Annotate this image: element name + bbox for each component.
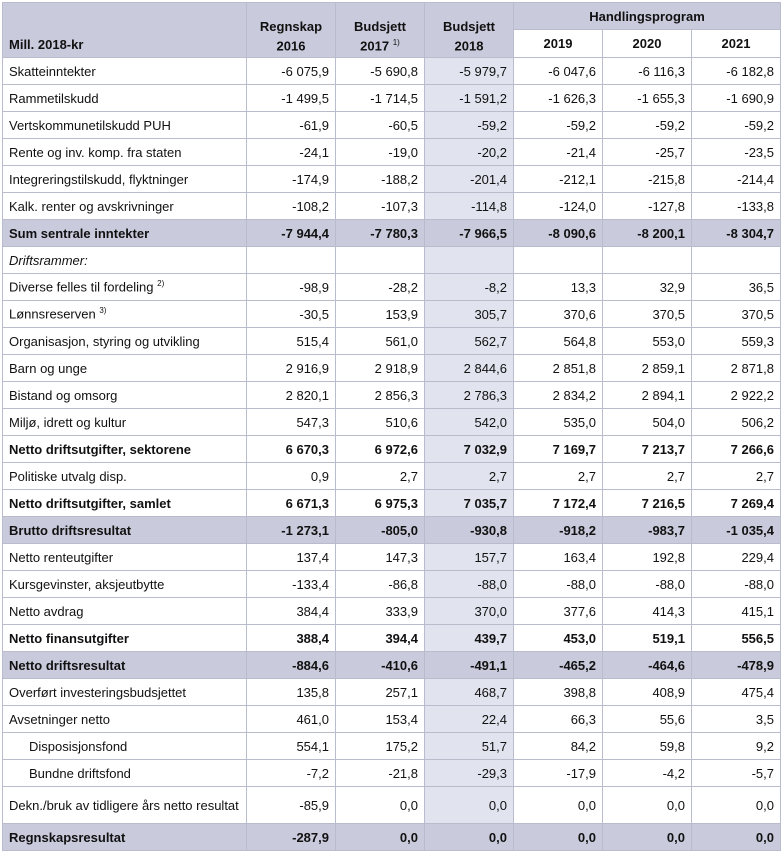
row-value: 562,7 [425, 328, 514, 355]
row-value: 504,0 [603, 409, 692, 436]
row-value: -98,9 [247, 274, 336, 301]
row-value: 3,5 [692, 706, 781, 733]
table-row [3, 274, 781, 301]
row-value: 2 834,2 [514, 382, 603, 409]
table-row [3, 625, 781, 652]
row-value: -88,0 [603, 571, 692, 598]
row-value: -491,1 [425, 652, 514, 679]
row-value: 66,3 [514, 706, 603, 733]
row-value: 229,4 [692, 544, 781, 571]
row-value: -59,2 [692, 112, 781, 139]
row-value: -215,8 [603, 166, 692, 193]
row-value: 0,0 [425, 787, 514, 824]
row-value: -60,5 [336, 112, 425, 139]
table-row [3, 544, 781, 571]
row-value: 2 871,8 [692, 355, 781, 382]
row-label: Netto driftsutgifter, sektorene [3, 436, 247, 463]
row-value: 554,1 [247, 733, 336, 760]
table-row [3, 463, 781, 490]
row-value: 2 856,3 [336, 382, 425, 409]
row-value: 147,3 [336, 544, 425, 571]
row-value: 564,8 [514, 328, 603, 355]
row-value: 439,7 [425, 625, 514, 652]
row-value: -127,8 [603, 193, 692, 220]
row-value: -21,4 [514, 139, 603, 166]
row-value: 6 671,3 [247, 490, 336, 517]
row-value: -1 273,1 [247, 517, 336, 544]
header-row-1 [3, 3, 781, 30]
row-label: Organisasjon, styring og utvikling [3, 328, 247, 355]
row-value: 2 851,8 [514, 355, 603, 382]
row-value: 153,4 [336, 706, 425, 733]
row-value: 55,6 [603, 706, 692, 733]
row-value: -124,0 [514, 193, 603, 220]
row-value: -29,3 [425, 760, 514, 787]
row-value: 6 972,6 [336, 436, 425, 463]
row-value: 163,4 [514, 544, 603, 571]
row-value: 394,4 [336, 625, 425, 652]
row-value: 2,7 [514, 463, 603, 490]
row-value: 398,8 [514, 679, 603, 706]
row-value: -1 690,9 [692, 85, 781, 112]
row-value: -4,2 [603, 760, 692, 787]
year-header-2021: 2021 [692, 30, 781, 58]
row-value: -410,6 [336, 652, 425, 679]
row-label: Regnskapsresultat [3, 824, 247, 851]
table-row [3, 328, 781, 355]
row-value: 0,0 [603, 787, 692, 824]
row-value: -59,2 [603, 112, 692, 139]
row-value: -7,2 [247, 760, 336, 787]
row-value: 2 916,9 [247, 355, 336, 382]
table-row [3, 139, 781, 166]
row-value: -21,8 [336, 760, 425, 787]
row-value: 51,7 [425, 733, 514, 760]
row-label: Sum sentrale inntekter [3, 220, 247, 247]
row-value: -7 944,4 [247, 220, 336, 247]
row-value: 6 975,3 [336, 490, 425, 517]
row-value [247, 247, 336, 274]
row-value: 535,0 [514, 409, 603, 436]
row-label: Barn og unge [3, 355, 247, 382]
row-value: 153,9 [336, 301, 425, 328]
table-row [3, 517, 781, 544]
row-value: 547,3 [247, 409, 336, 436]
row-value: -6 182,8 [692, 58, 781, 85]
row-value: -61,9 [247, 112, 336, 139]
row-value: -7 780,3 [336, 220, 425, 247]
column-header-budsjett-2017: Budsjett 2017 $^{1)}$ [336, 3, 425, 58]
row-value: 519,1 [603, 625, 692, 652]
row-value: 561,0 [336, 328, 425, 355]
row-label: Miljø, idrett og kultur [3, 409, 247, 436]
row-label: Politiske utvalg disp. [3, 463, 247, 490]
row-value: 388,4 [247, 625, 336, 652]
row-value: 36,5 [692, 274, 781, 301]
row-label: Dekn./bruk av tidligere års netto resultat [3, 787, 247, 824]
row-value: -1 655,3 [603, 85, 692, 112]
table-row [3, 247, 781, 274]
row-value: 59,8 [603, 733, 692, 760]
row-value: -918,2 [514, 517, 603, 544]
row-value: 461,0 [247, 706, 336, 733]
row-value: -5,7 [692, 760, 781, 787]
row-value [425, 247, 514, 274]
row-label: Rente og inv. komp. fra staten [3, 139, 247, 166]
row-label: Bundne driftsfond [3, 760, 247, 787]
row-value: 559,3 [692, 328, 781, 355]
row-value: -188,2 [336, 166, 425, 193]
table-row [3, 824, 781, 851]
row-value: -5 979,7 [425, 58, 514, 85]
row-value: 175,2 [336, 733, 425, 760]
row-label: Rammetilskudd [3, 85, 247, 112]
row-value: -19,0 [336, 139, 425, 166]
row-value: -88,0 [514, 571, 603, 598]
row-value: 0,0 [514, 787, 603, 824]
table-row [3, 436, 781, 463]
row-value: 370,5 [603, 301, 692, 328]
row-value: -465,2 [514, 652, 603, 679]
row-value: -8 304,7 [692, 220, 781, 247]
table-row [3, 85, 781, 112]
row-value: -114,8 [425, 193, 514, 220]
row-value: 414,3 [603, 598, 692, 625]
row-value: 377,6 [514, 598, 603, 625]
row-value: 13,3 [514, 274, 603, 301]
row-value: -86,8 [336, 571, 425, 598]
row-value: -133,4 [247, 571, 336, 598]
table-row [3, 58, 781, 85]
row-value: -6 047,6 [514, 58, 603, 85]
row-value: 408,9 [603, 679, 692, 706]
row-value: 7 216,5 [603, 490, 692, 517]
row-value: 2,7 [336, 463, 425, 490]
row-label: Diverse felles til fordeling $^{2)}$ [3, 274, 247, 301]
table-row [3, 706, 781, 733]
row-value: -478,9 [692, 652, 781, 679]
row-value: 510,6 [336, 409, 425, 436]
row-value [692, 247, 781, 274]
row-value: -805,0 [336, 517, 425, 544]
row-value: 157,7 [425, 544, 514, 571]
row-value: -8 090,6 [514, 220, 603, 247]
row-value: 2 859,1 [603, 355, 692, 382]
row-value: 2,7 [692, 463, 781, 490]
row-value: 0,0 [603, 824, 692, 851]
row-value: -7 966,5 [425, 220, 514, 247]
row-value: -464,6 [603, 652, 692, 679]
row-value: 7 035,7 [425, 490, 514, 517]
table-row [3, 409, 781, 436]
row-label: Netto finansutgifter [3, 625, 247, 652]
row-label: Kursgevinster, aksjeutbytte [3, 571, 247, 598]
row-value: 192,8 [603, 544, 692, 571]
table-row [3, 382, 781, 409]
row-value: 506,2 [692, 409, 781, 436]
row-label: Disposisjonsfond [3, 733, 247, 760]
row-value: -1 714,5 [336, 85, 425, 112]
row-value: 542,0 [425, 409, 514, 436]
row-value: -24,1 [247, 139, 336, 166]
row-value: 2 820,1 [247, 382, 336, 409]
group-header-handlingsprogram: Handlingsprogram [514, 3, 781, 30]
row-value: 32,9 [603, 274, 692, 301]
row-value: -25,7 [603, 139, 692, 166]
row-value: 2,7 [425, 463, 514, 490]
table-row [3, 490, 781, 517]
row-label: Brutto driftsresultat [3, 517, 247, 544]
row-value: 333,9 [336, 598, 425, 625]
table-row [3, 193, 781, 220]
row-value: 2 894,1 [603, 382, 692, 409]
row-value: 370,6 [514, 301, 603, 328]
row-value: 2 844,6 [425, 355, 514, 382]
row-value: -212,1 [514, 166, 603, 193]
row-value: 7 213,7 [603, 436, 692, 463]
budget-table [2, 2, 781, 851]
row-value: 7 266,6 [692, 436, 781, 463]
row-value: 370,0 [425, 598, 514, 625]
row-value: 0,0 [692, 824, 781, 851]
row-value: 137,4 [247, 544, 336, 571]
row-label: Bistand og omsorg [3, 382, 247, 409]
row-label: Netto avdrag [3, 598, 247, 625]
table-row [3, 571, 781, 598]
row-value: -30,5 [247, 301, 336, 328]
row-value: -5 690,8 [336, 58, 425, 85]
row-value: 2 922,2 [692, 382, 781, 409]
row-value: 0,0 [336, 787, 425, 824]
row-value: -174,9 [247, 166, 336, 193]
table-body [3, 58, 781, 851]
row-value: -59,2 [425, 112, 514, 139]
row-value [336, 247, 425, 274]
row-value: 6 670,3 [247, 436, 336, 463]
row-value: 7 169,7 [514, 436, 603, 463]
row-value: -23,5 [692, 139, 781, 166]
row-value: -6 116,3 [603, 58, 692, 85]
row-value: 453,0 [514, 625, 603, 652]
row-value: 22,4 [425, 706, 514, 733]
table-row [3, 220, 781, 247]
row-value: -201,4 [425, 166, 514, 193]
table-row [3, 760, 781, 787]
row-value: 0,0 [425, 824, 514, 851]
row-value: -1 591,2 [425, 85, 514, 112]
row-value [603, 247, 692, 274]
row-value: 370,5 [692, 301, 781, 328]
row-label: Kalk. renter og avskrivninger [3, 193, 247, 220]
row-value: -6 075,9 [247, 58, 336, 85]
row-value: -287,9 [247, 824, 336, 851]
row-value: 556,5 [692, 625, 781, 652]
row-value: -59,2 [514, 112, 603, 139]
row-value: 475,4 [692, 679, 781, 706]
row-value: -17,9 [514, 760, 603, 787]
row-value: 2,7 [603, 463, 692, 490]
table-row [3, 787, 781, 824]
row-value: -983,7 [603, 517, 692, 544]
row-label: Integreringstilskudd, flyktninger [3, 166, 247, 193]
row-value: 0,0 [514, 824, 603, 851]
row-value: -1 499,5 [247, 85, 336, 112]
row-value: -88,0 [692, 571, 781, 598]
row-value: -20,2 [425, 139, 514, 166]
table-row [3, 652, 781, 679]
row-label: Skatteinntekter [3, 58, 247, 85]
row-value: 468,7 [425, 679, 514, 706]
row-value: -107,3 [336, 193, 425, 220]
row-label: Netto renteutgifter [3, 544, 247, 571]
row-value: -884,6 [247, 652, 336, 679]
row-value: 0,9 [247, 463, 336, 490]
row-value: 515,4 [247, 328, 336, 355]
row-value: -214,4 [692, 166, 781, 193]
year-header-2019: 2019 [514, 30, 603, 58]
row-value: 384,4 [247, 598, 336, 625]
column-header-regnskap-2016: Regnskap 2016 [247, 3, 336, 58]
row-value: 7 172,4 [514, 490, 603, 517]
row-value: 2 918,9 [336, 355, 425, 382]
column-header-budsjett-2018: Budsjett 2018 [425, 3, 514, 58]
row-value: -1 626,3 [514, 85, 603, 112]
row-value: 305,7 [425, 301, 514, 328]
row-value [514, 247, 603, 274]
table-row [3, 301, 781, 328]
row-label: Netto driftsresultat [3, 652, 247, 679]
row-value: 0,0 [336, 824, 425, 851]
row-value: 2 786,3 [425, 382, 514, 409]
table-row [3, 598, 781, 625]
row-label: Overført investeringsbudsjettet [3, 679, 247, 706]
row-value: -930,8 [425, 517, 514, 544]
row-value: -28,2 [336, 274, 425, 301]
row-value: -1 035,4 [692, 517, 781, 544]
row-value: -8 200,1 [603, 220, 692, 247]
row-value: -133,8 [692, 193, 781, 220]
row-label: Driftsrammer: [3, 247, 247, 274]
row-value: 257,1 [336, 679, 425, 706]
table-row [3, 733, 781, 760]
table-row [3, 166, 781, 193]
table-row [3, 679, 781, 706]
row-value: 415,1 [692, 598, 781, 625]
row-value: 9,2 [692, 733, 781, 760]
row-label: Avsetninger netto [3, 706, 247, 733]
row-label: Vertskommunetilskudd PUH [3, 112, 247, 139]
row-label: Netto driftsutgifter, samlet [3, 490, 247, 517]
row-value: 135,8 [247, 679, 336, 706]
row-value: 84,2 [514, 733, 603, 760]
unit-label: Mill. 2018-kr [3, 3, 247, 58]
row-value: 7 032,9 [425, 436, 514, 463]
table-row [3, 355, 781, 382]
year-header-2020: 2020 [603, 30, 692, 58]
row-value: -108,2 [247, 193, 336, 220]
row-value: -8,2 [425, 274, 514, 301]
row-value: -88,0 [425, 571, 514, 598]
row-value: 553,0 [603, 328, 692, 355]
row-label: Lønnsreserven $^{3)}$ [3, 301, 247, 328]
row-value: -85,9 [247, 787, 336, 824]
row-value: 7 269,4 [692, 490, 781, 517]
row-value: 0,0 [692, 787, 781, 824]
table-row [3, 112, 781, 139]
